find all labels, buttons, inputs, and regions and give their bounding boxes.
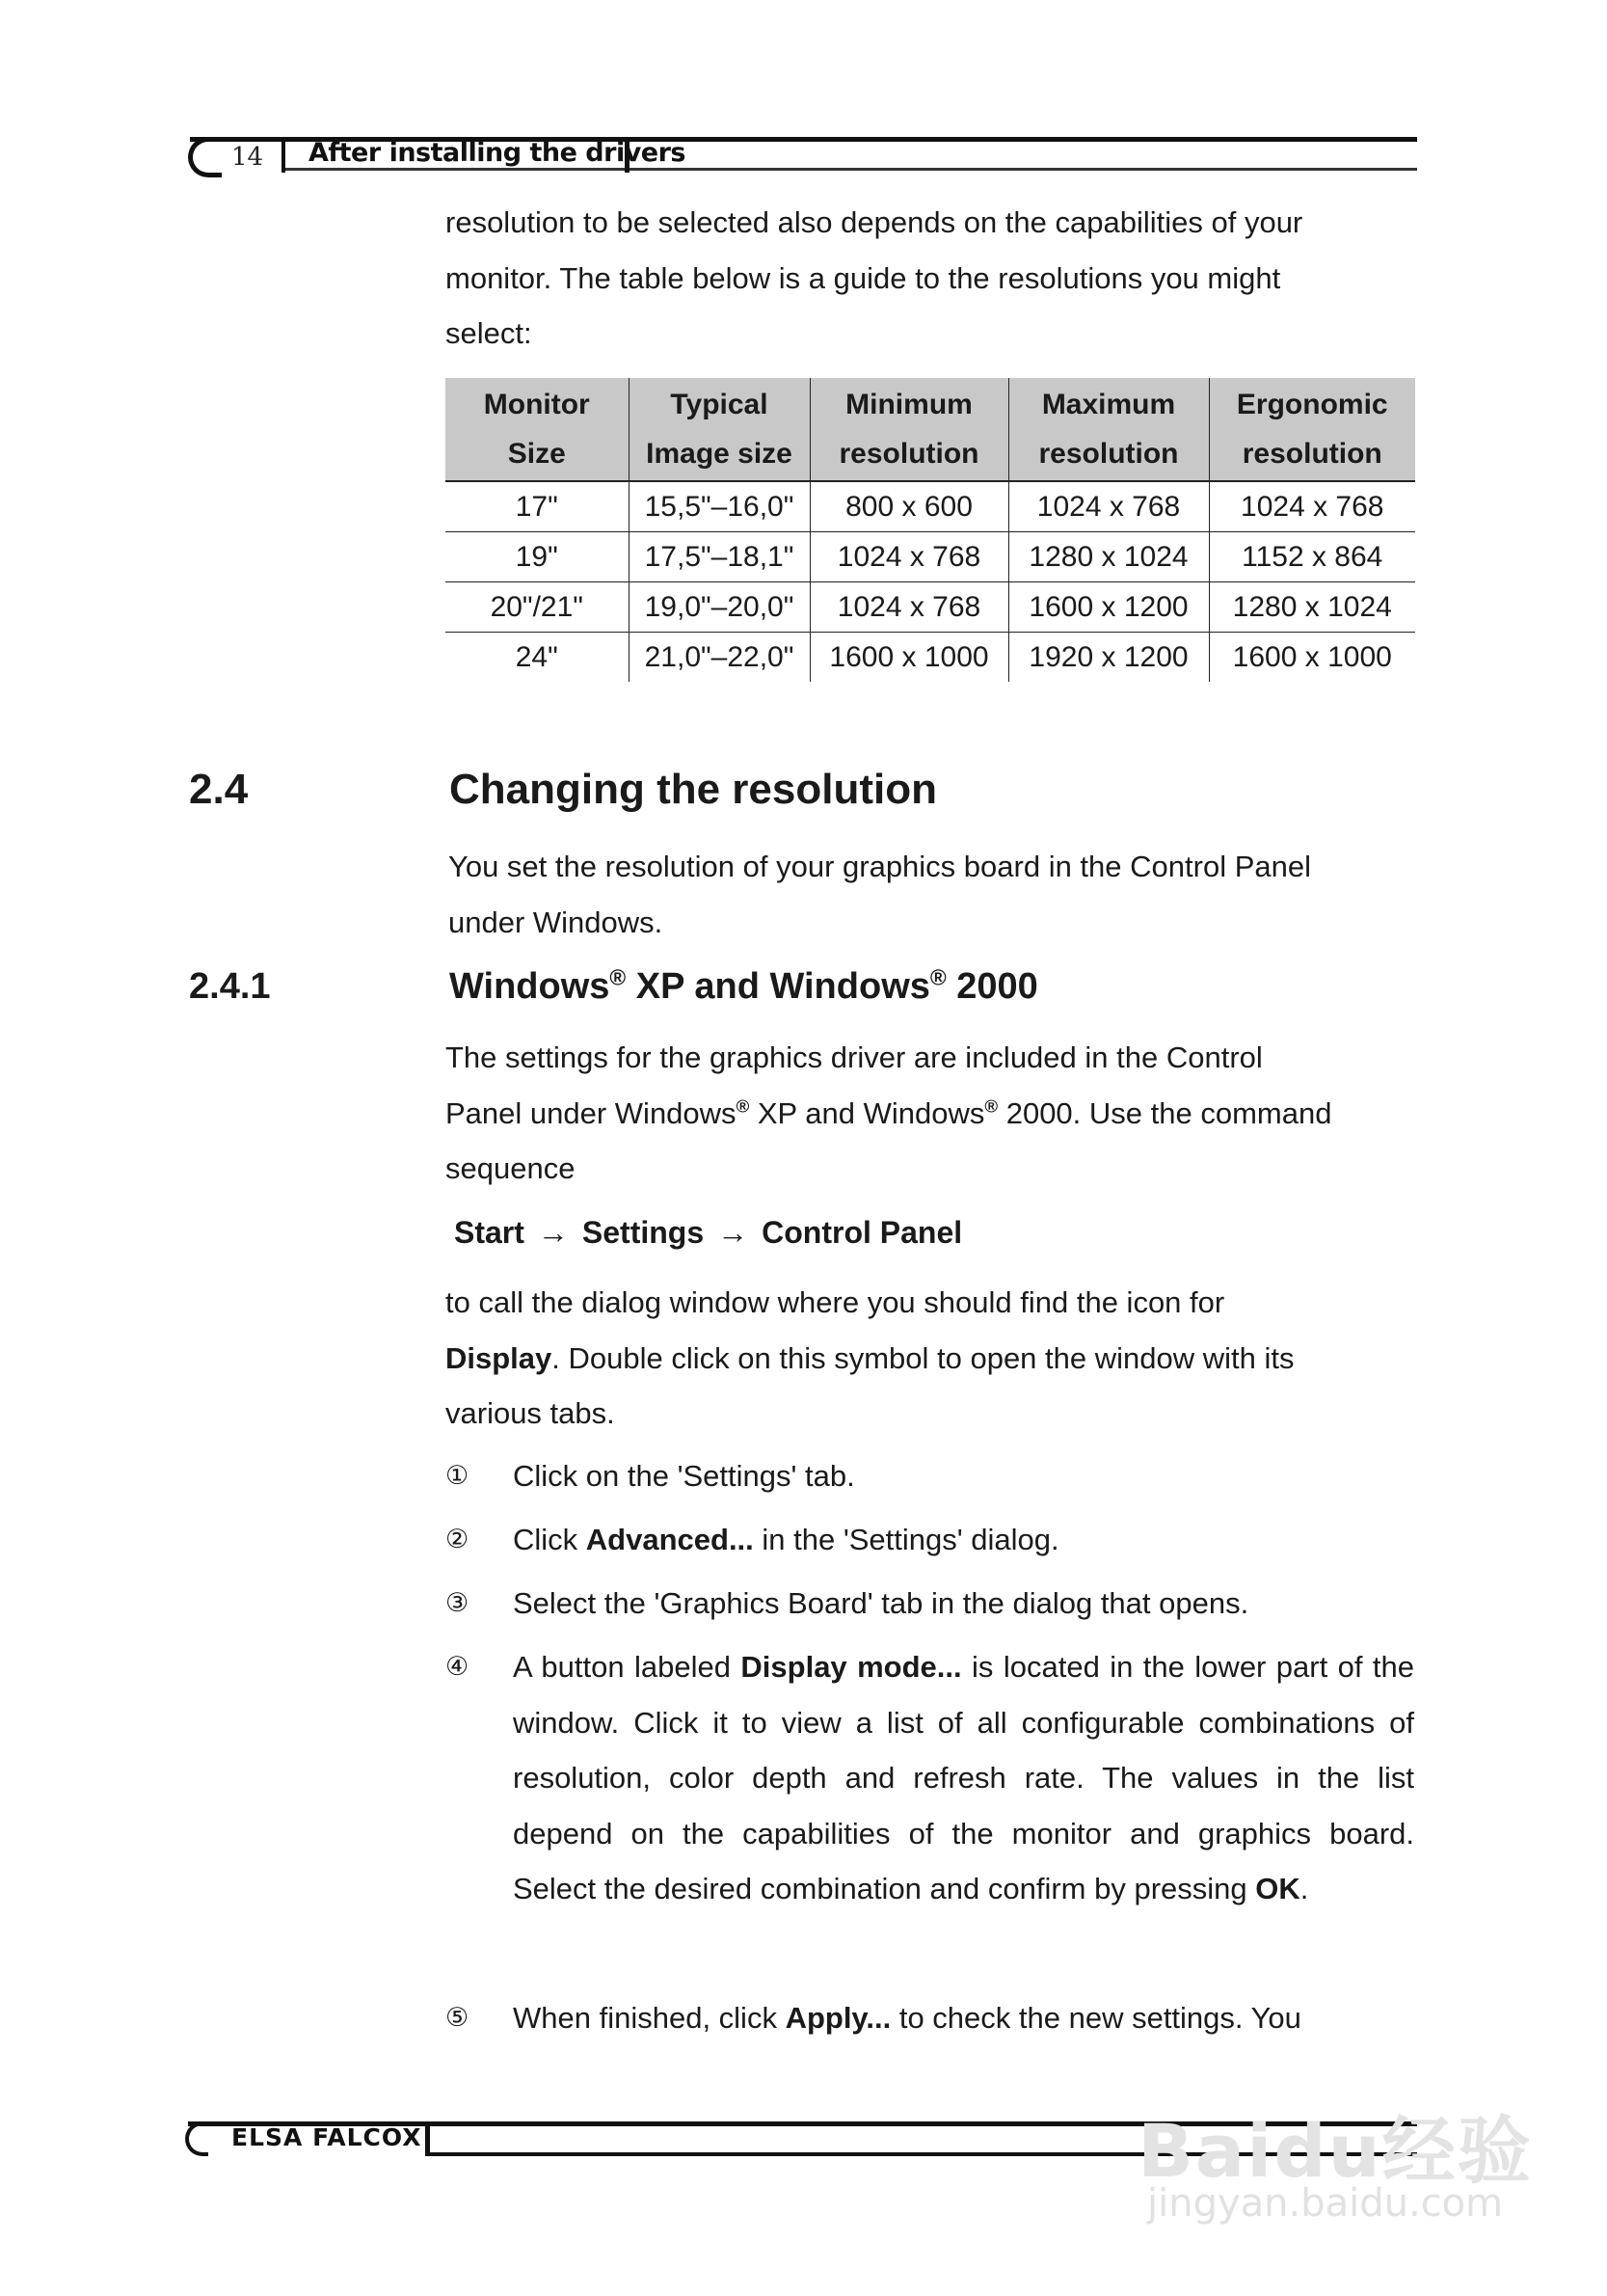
step-2 bbox=[445, 1512, 1414, 1568]
step-number: ⑤ bbox=[445, 2003, 469, 2033]
dialog-paragraph bbox=[445, 1275, 1415, 1442]
chapter-title: After installing the drivers bbox=[308, 138, 685, 168]
command-start: Start bbox=[454, 1215, 524, 1250]
column-header-image-size: Typical Image size bbox=[629, 378, 810, 481]
footer-brand: ELSA FALCOX bbox=[231, 2123, 422, 2151]
column-header-min-resolution: Minimum resolution bbox=[810, 378, 1008, 481]
command-sequence bbox=[454, 1215, 962, 1251]
column-header-monitor-size: Monitor Size bbox=[445, 378, 629, 481]
header-rule-bottom bbox=[284, 168, 1417, 171]
step-text: Click on the 'Settings' tab. bbox=[513, 1459, 855, 1493]
text-line: to call the dialog window where you should find the icon for bbox=[445, 1285, 1225, 1319]
step-5 bbox=[445, 1990, 1414, 2046]
table-cell: 21,0"–22,0" bbox=[629, 633, 810, 683]
table-cell: 1600 x 1000 bbox=[810, 633, 1008, 683]
table-cell: 800 x 600 bbox=[810, 481, 1008, 532]
table-cell: 1024 x 768 bbox=[1209, 481, 1415, 532]
subsection-title: Windows® XP and Windows® 2000 bbox=[449, 964, 1038, 1007]
settings-paragraph bbox=[445, 1030, 1415, 1197]
text-line: various tabs. bbox=[445, 1396, 615, 1430]
step-text: Select the 'Graphics Board' tab in the dialog that opens. bbox=[513, 1586, 1249, 1620]
section-number: 2.4 bbox=[189, 766, 249, 813]
text-line: The settings for the graphics driver are included in the Control bbox=[445, 1040, 1263, 1074]
table-row bbox=[445, 481, 1415, 532]
command-control-panel: Control Panel bbox=[762, 1215, 963, 1250]
table-cell: 1280 x 1024 bbox=[1008, 532, 1209, 582]
footer-divider bbox=[425, 2121, 430, 2156]
table-cell: 1024 x 768 bbox=[810, 582, 1008, 633]
command-settings: Settings bbox=[581, 1215, 705, 1250]
table-cell: 24" bbox=[515, 640, 558, 673]
table-row bbox=[445, 633, 1415, 683]
text-line: resolution to be selected also depends on the capabilities of your bbox=[445, 205, 1303, 239]
step-number: ① bbox=[445, 1461, 469, 1491]
arrow-right-icon: → bbox=[717, 1215, 749, 1250]
step-text: Click Advanced... in the 'Settings' dialog. bbox=[513, 1523, 1059, 1556]
arrow-right-icon: → bbox=[537, 1215, 569, 1250]
watermark-logo: Baidu经验 bbox=[1138, 2108, 1533, 2194]
table-cell: 19" bbox=[445, 532, 629, 582]
table-cell: 1600 x 1000 bbox=[1209, 633, 1415, 683]
subsection-number: 2.4.1 bbox=[189, 966, 271, 1007]
table-cell: 19,0"–20,0" bbox=[629, 582, 810, 633]
table-row bbox=[445, 582, 1415, 633]
text-line: Panel under Windows® XP and Windows® 2000. Use the command bbox=[445, 1095, 1332, 1130]
table-cell: 1024 x 768 bbox=[810, 532, 1008, 582]
table-cell: 1280 x 1024 bbox=[1209, 582, 1415, 633]
step-4 bbox=[445, 1639, 1414, 1917]
text-line: under Windows. bbox=[448, 905, 663, 939]
page-number: 14 bbox=[231, 143, 264, 172]
watermark-url: jingyan.baidu.com bbox=[1147, 2181, 1504, 2226]
step-number: ④ bbox=[445, 1652, 469, 1682]
column-header-max-resolution: Maximum resolution bbox=[1008, 378, 1209, 481]
step-text: A button labeled Display mode... is located in the lower part of the window. Click it to view a list of all configurable combinations of resolution, color depth and refresh rate. The values in the list depend on the capabilities of the monitor and graphics board. Select the desired combination and confirm by pressing OK. bbox=[513, 1650, 1415, 1905]
table-cell: 17" bbox=[445, 481, 629, 532]
text-line: sequence bbox=[445, 1151, 576, 1185]
table-cell: 17,5"–18,1" bbox=[629, 532, 810, 582]
table-cell: 1920 x 1200 bbox=[1008, 633, 1209, 683]
step-text: When finished, click Apply... to check the new settings. You bbox=[513, 2001, 1301, 2035]
column-header-ergonomic-resolution: Ergonomic resolution bbox=[1209, 378, 1415, 481]
text-line: You set the resolution of your graphics board in the Control Panel bbox=[448, 850, 1311, 883]
table-cell: 1600 x 1200 bbox=[1008, 582, 1209, 633]
text-line: Display. Double click on this symbol to open the window with its bbox=[445, 1340, 1295, 1375]
header-divider bbox=[281, 137, 285, 173]
table-cell: 15,5"–16,0" bbox=[629, 481, 810, 532]
text-line: monitor. The table below is a guide to the resolutions you might bbox=[445, 260, 1281, 295]
step-number: ② bbox=[445, 1525, 469, 1554]
section-title: Changing the resolution bbox=[449, 766, 937, 813]
intro-paragraph bbox=[445, 195, 1415, 362]
resolution-table bbox=[445, 378, 1415, 682]
step-1 bbox=[445, 1448, 1414, 1504]
table-cell: 20"/21" bbox=[445, 582, 629, 633]
section-2-4-paragraph bbox=[448, 839, 1415, 950]
step-number: ③ bbox=[445, 1588, 469, 1618]
table-header-row bbox=[445, 378, 1415, 481]
table-cell: 1024 x 768 bbox=[1008, 481, 1209, 532]
text-line: select: bbox=[445, 316, 532, 350]
footer-left-cap bbox=[185, 2121, 208, 2156]
table-cell: 1152 x 864 bbox=[1209, 532, 1415, 582]
header-left-cap bbox=[188, 137, 222, 177]
step-3 bbox=[445, 1576, 1414, 1632]
table-row bbox=[445, 532, 1415, 582]
